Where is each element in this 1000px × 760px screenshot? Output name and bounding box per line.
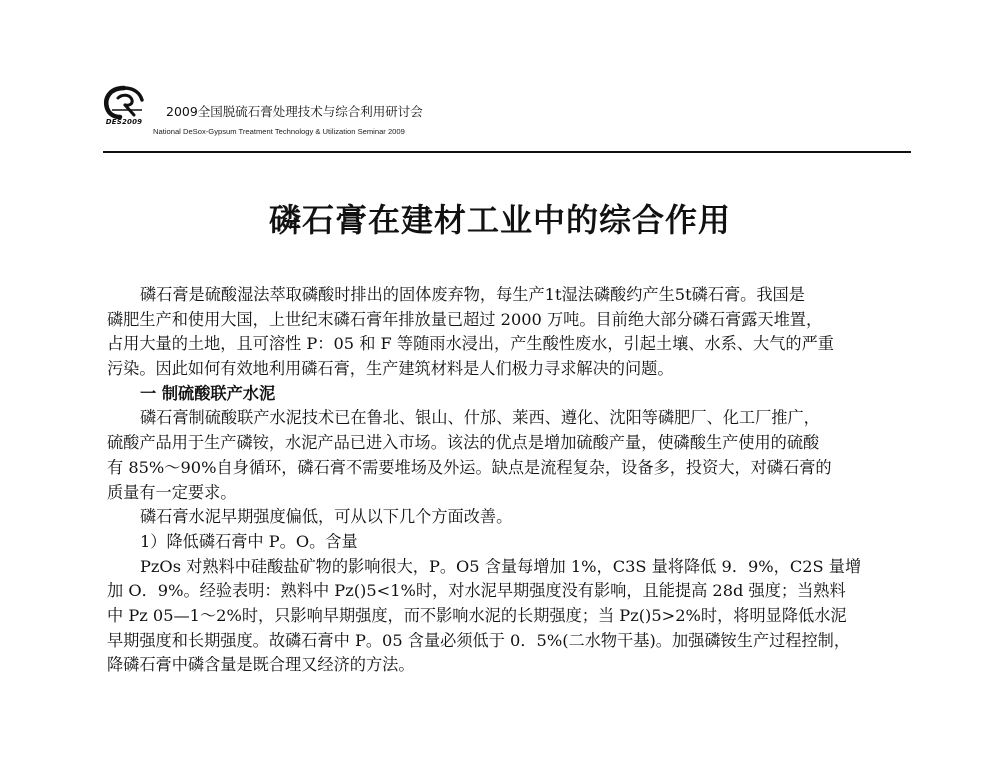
paragraph-line: 有 85%～90%自身循环，磷石膏不需要堆场及外运。缺点是流程复杂，设备多，投资大，对磷石膏的	[107, 457, 832, 477]
paragraph-line: PzOs 对熟料中硅酸盐矿物的影响很大，P。O5 含量每增加 1%，C3S 量将降低 9．9%，C2S 量增	[140, 556, 862, 576]
conference-logo	[98, 84, 150, 132]
conference-title-cn: 2009全国脱硫石膏处理技术与综合利用研讨会	[166, 104, 423, 119]
subsection-heading: 1）降低磷石膏中 P。O。含量	[140, 531, 358, 551]
paragraph-line: 降磷石膏中磷含量是既合理又经济的方法。	[107, 655, 415, 675]
paragraph-line: 加 O．9%。经验表明：熟料中 Pz()5<1%时，对水泥早期强度没有影响，且能提高 28d 强度；当熟料	[107, 581, 846, 601]
article-body	[107, 283, 915, 678]
article-title: 磷石膏在建材工业中的综合作用	[268, 201, 731, 239]
paragraph-line: 磷肥生产和使用大国，上世纪末磷石膏年排放量已超过 2000 万吨。目前绝大部分磷石膏露天堆置，	[107, 309, 823, 329]
header-divider	[103, 151, 911, 153]
paragraph-line: 硫酸产品用于生产磷铵，水泥产品已进入市场。该法的优点是增加硫酸产量，使磷酸生产使用的硫酸	[107, 433, 820, 453]
paragraph-line: 占用大量的土地，且可溶性 P：05 和 F 等随雨水浸出，产生酸性废水，引起土壤、水系、大气的严重	[107, 334, 834, 354]
paragraph-line: 磷石膏制硫酸联产水泥技术已在鲁北、银山、什邡、莱西、遵化、沈阳等磷肥厂、化工厂推广，	[140, 408, 820, 428]
swirl-logo-icon	[98, 84, 150, 120]
page-header	[98, 84, 910, 156]
paragraph-line: 污染。因此如何有效地利用磷石膏，生产建筑材料是人们极力寻求解决的问题。	[107, 359, 674, 379]
paragraph-line: 磷石膏水泥早期强度偏低，可从以下几个方面改善。	[140, 507, 513, 527]
paragraph-line: 早期强度和长期强度。故磷石膏中 P。05 含量必须低于 0．5%(二水物干基)。加强磷铵生产过程控制，	[107, 630, 851, 650]
section-heading: 一 制硫酸联产水泥	[140, 383, 276, 403]
paragraph-line: 质量有一定要求。	[107, 482, 237, 502]
paragraph-line: 中 Pz 05—1～2%时，只影响早期强度，而不影响水泥的长期强度；当 Pz()5>2%时，将明显降低水泥	[107, 605, 847, 625]
logo-text: DES2009	[105, 118, 143, 126]
conference-title-en: National DeSox-Gypsum Treatment Technology & Utilization Seminar 2009	[153, 127, 405, 136]
paragraph-line: 磷石膏是硫酸湿法萃取磷酸时排出的固体废弃物，每生产1t湿法磷酸约产生5t磷石膏。我国是	[140, 285, 805, 304]
